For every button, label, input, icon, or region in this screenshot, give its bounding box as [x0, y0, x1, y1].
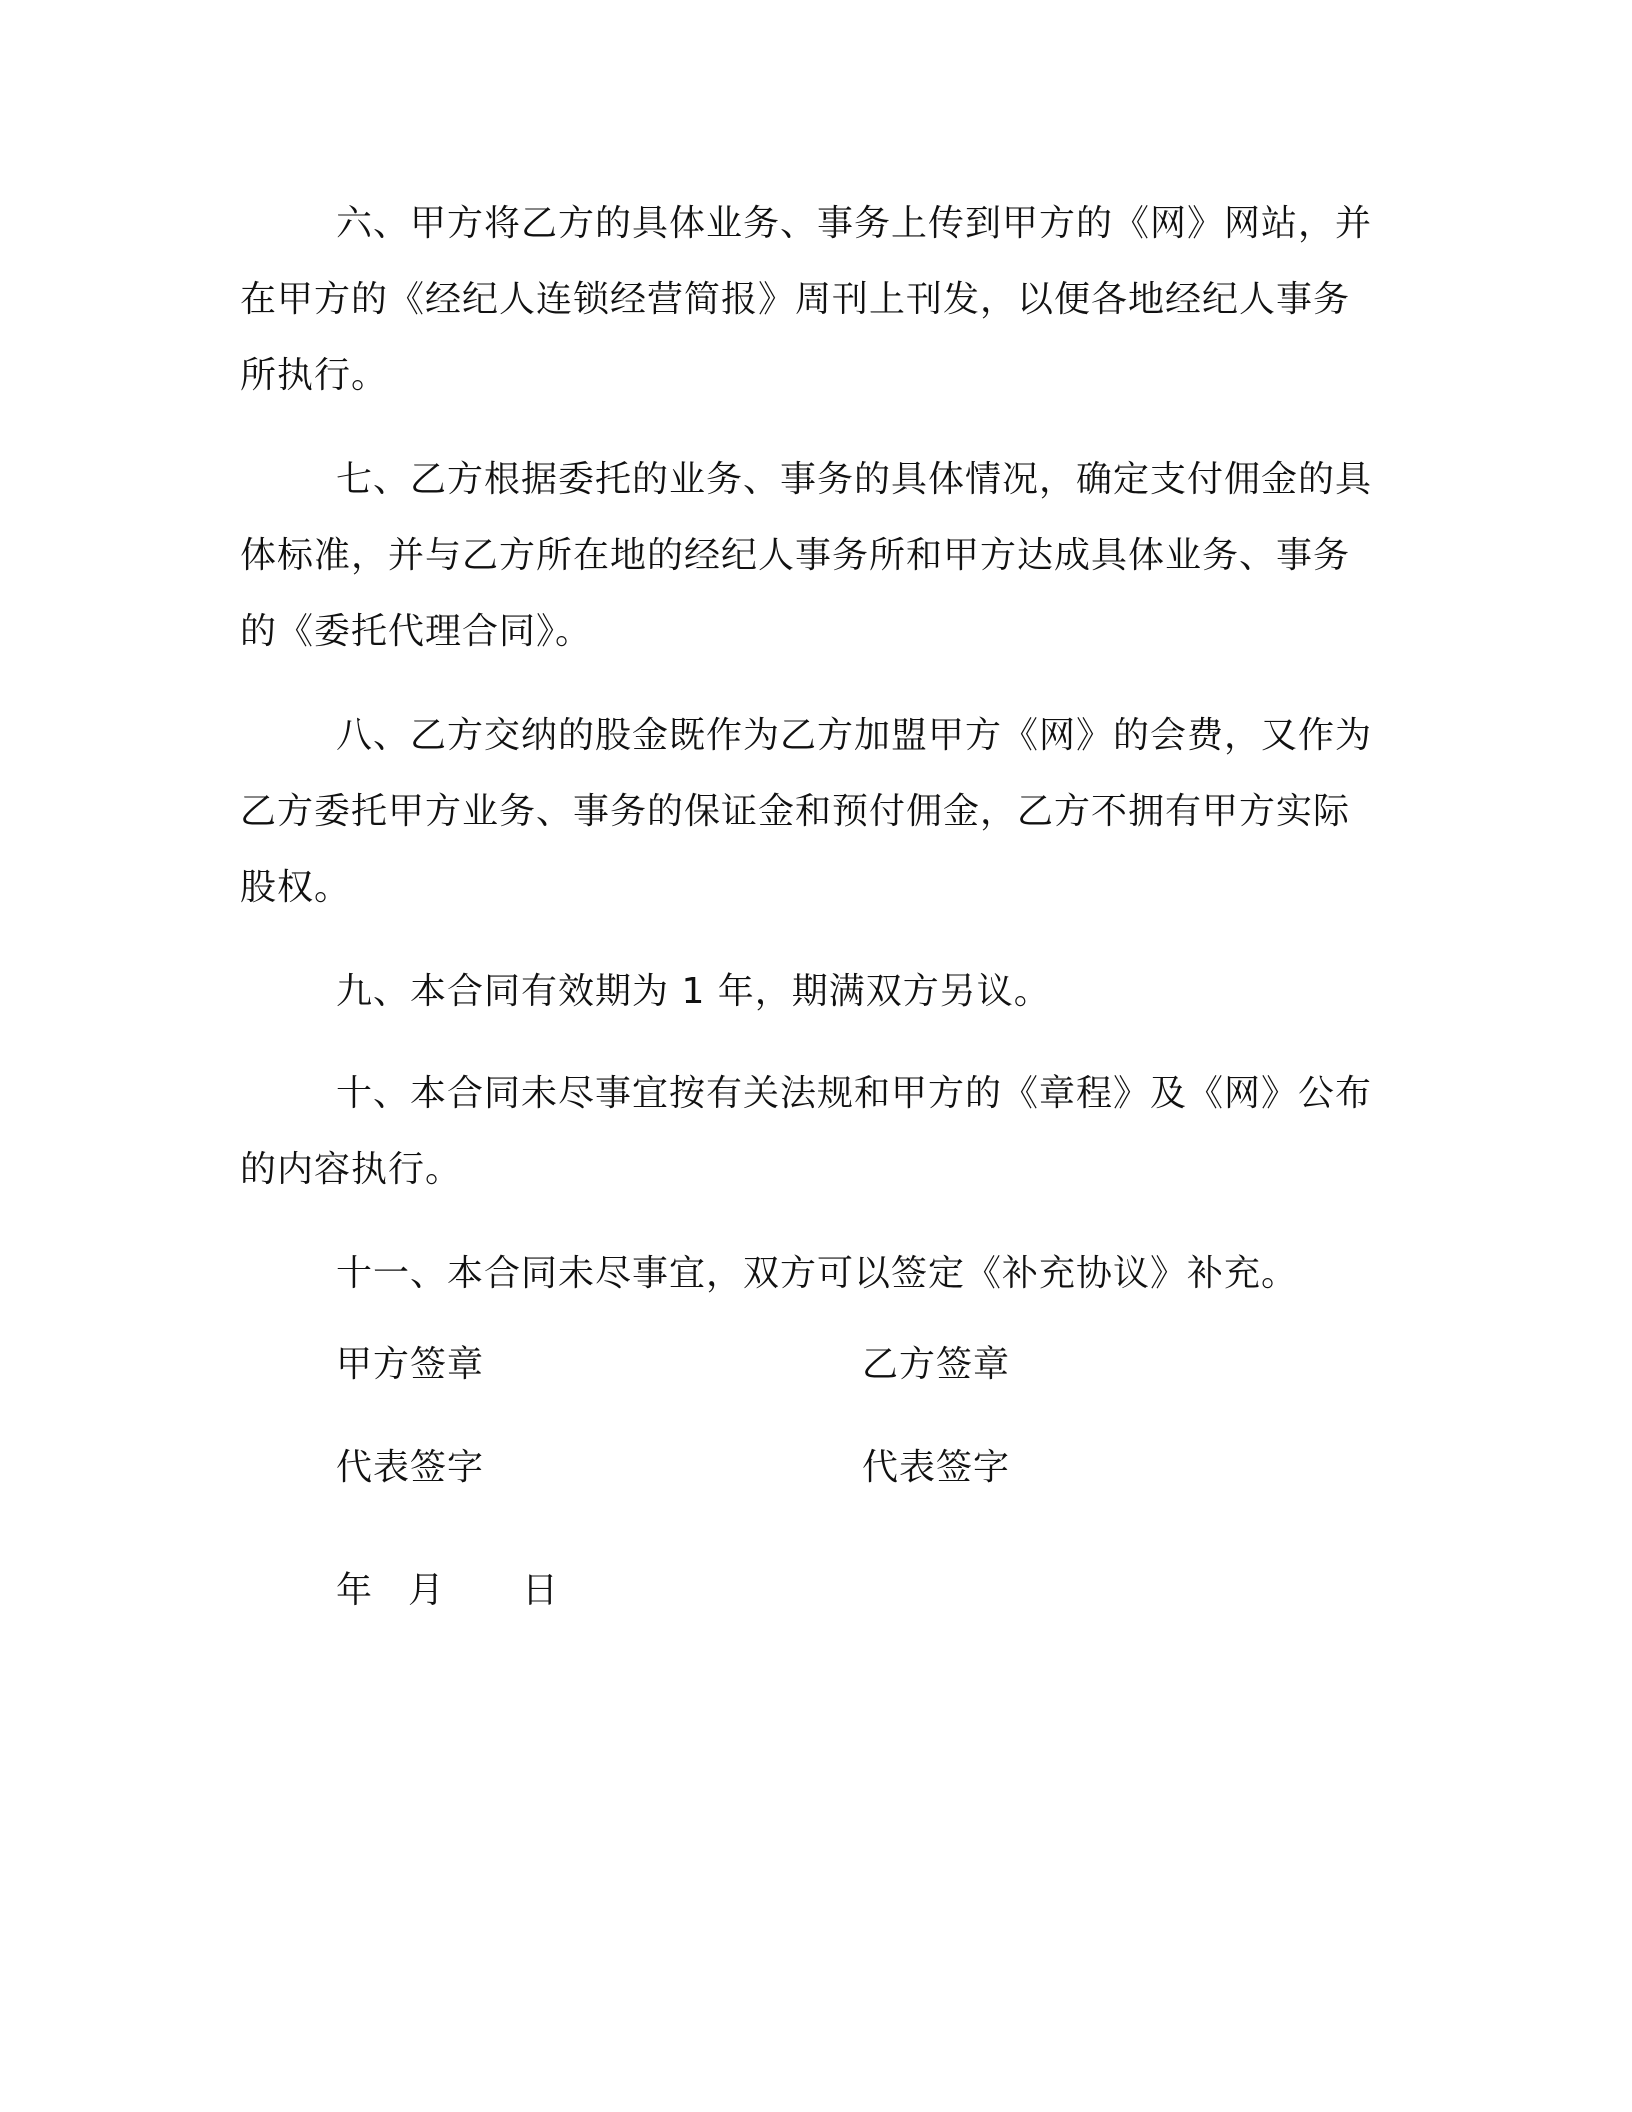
date-month-label: 月	[408, 1570, 445, 1611]
clause-6: 六、甲方将乙方的具体业务、事务上传到甲方的《网》网站，并在甲方的《经纪人连锁经营简报》周刊上刊发，以便各地经纪人事务所执行。	[240, 203, 1373, 396]
date-day-label: 日	[522, 1570, 559, 1611]
party-a-rep-label: 代表签字	[336, 1447, 485, 1488]
clause-10: 十、本合同未尽事宜按有关法规和甲方的《章程》及《网》公布的内容执行。	[240, 1073, 1373, 1190]
party-b-rep-label: 代表签字	[862, 1447, 1011, 1488]
party-a-seal-label: 甲方签章	[336, 1344, 485, 1385]
clause-8: 八、乙方交纳的股金既作为乙方加盟甲方《网》的会费，又作为乙方委托甲方业务、事务的保证金和预付佣金，乙方不拥有甲方实际股权。	[240, 715, 1373, 908]
date-year-label: 年	[336, 1570, 373, 1611]
clause-9: 九、本合同有效期为 1 年，期满双方另议。	[336, 971, 1051, 1012]
clause-7: 七、乙方根据委托的业务、事务的具体情况，确定支付佣金的具体标准，并与乙方所在地的经纪人事务所和甲方达成具体业务、事务的《委托代理合同》。	[240, 459, 1373, 652]
party-b-seal-label: 乙方签章	[862, 1344, 1011, 1385]
clause-11: 十一、本合同未尽事宜，双方可以签定《补充协议》补充。	[336, 1253, 1299, 1294]
